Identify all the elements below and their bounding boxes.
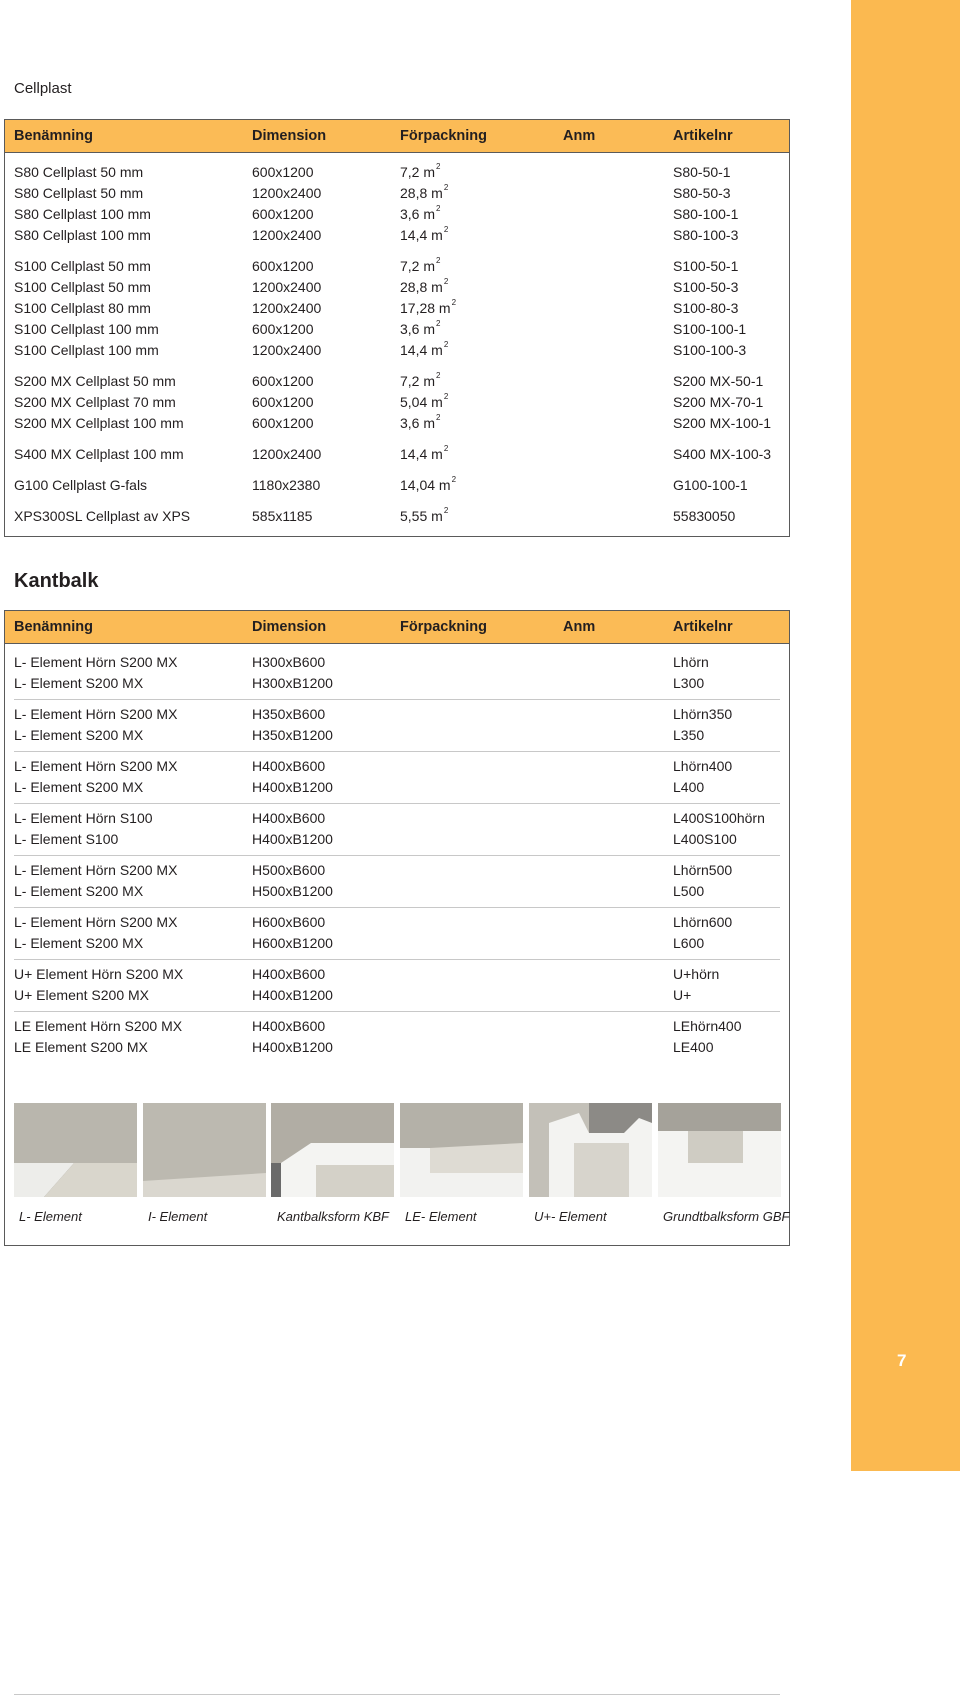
cell-benamning: S100 Cellplast 100 mm	[14, 321, 159, 337]
header-dimension: Dimension	[252, 619, 327, 635]
table-row	[5, 653, 789, 673]
header-forpackning: Förpackning	[400, 128, 488, 144]
cell-benamning: LE Element S200 MX	[14, 1039, 148, 1055]
caption-grundtbalksform-gbf: Grundtbalksform GBF	[663, 1209, 790, 1224]
cell-forpackning	[400, 342, 448, 358]
table-row	[5, 1017, 789, 1037]
group-divider	[14, 1011, 780, 1012]
unit-superscript: 2	[443, 277, 449, 286]
cell-benamning: S80 Cellplast 100 mm	[14, 227, 151, 243]
cell-dimension: 600x1200	[252, 415, 314, 431]
table-row	[5, 278, 789, 298]
cell-benamning: S400 MX Cellplast 100 mm	[14, 446, 184, 462]
unit-superscript: 2	[436, 413, 441, 422]
cellplast-title: Cellplast	[14, 80, 72, 97]
table-row	[5, 476, 789, 496]
cell-benamning: S100 Cellplast 80 mm	[14, 300, 151, 316]
cell-artikelnr: L350	[673, 727, 705, 743]
cell-dimension: 1200x2400	[252, 446, 322, 462]
unit-superscript: 2	[443, 506, 449, 515]
cell-artikelnr: S80-100-1	[673, 206, 739, 222]
caption-l-element: L- Element	[19, 1209, 82, 1224]
cell-dimension: 600x1200	[252, 164, 314, 180]
caption-kantbalksform-kbf: Kantbalksform KBF	[277, 1209, 389, 1224]
table-row	[5, 257, 789, 277]
cell-forpackning	[400, 415, 440, 431]
cell-forpackning	[400, 394, 448, 410]
cell-forpackning-value: 7,2 m	[400, 258, 436, 274]
cell-forpackning-value: 14,04 m	[400, 477, 451, 493]
table-row	[5, 882, 789, 902]
header-anm: Anm	[563, 128, 596, 144]
cell-dimension: H350xB1200	[252, 727, 333, 743]
caption-i-element: I- Element	[148, 1209, 208, 1224]
cell-forpackning-value: 7,2 m	[400, 373, 436, 389]
table-row	[5, 757, 789, 777]
cell-forpackning	[400, 446, 448, 462]
accent-side-bar	[851, 0, 960, 1471]
table-row	[5, 726, 789, 746]
group-divider	[14, 803, 780, 804]
table-row	[5, 778, 789, 798]
table-row	[5, 163, 789, 183]
cell-artikelnr: S100-100-3	[673, 342, 747, 358]
table-row	[5, 299, 789, 319]
cell-forpackning	[400, 164, 440, 180]
cell-forpackning-value: 3,6 m	[400, 321, 436, 337]
table-row	[5, 372, 789, 392]
cell-forpackning	[400, 373, 440, 389]
cell-forpackning-value: 28,8 m	[400, 279, 443, 295]
cell-dimension: H500xB1200	[252, 883, 333, 899]
cell-benamning: L- Element Hörn S200 MX	[14, 758, 178, 774]
cell-benamning: S80 Cellplast 50 mm	[14, 164, 144, 180]
cell-forpackning-value: 14,4 m	[400, 446, 443, 462]
cell-dimension: 600x1200	[252, 258, 314, 274]
cell-dimension: 1200x2400	[252, 279, 322, 295]
cell-artikelnr: U+	[673, 987, 692, 1003]
cell-dimension: H300xB600	[252, 654, 326, 670]
caption-u-plus-element: U+- Element	[534, 1209, 607, 1224]
cell-forpackning	[400, 227, 448, 243]
cell-artikelnr: S200 MX-50-1	[673, 373, 764, 389]
unit-superscript: 2	[451, 298, 457, 307]
group-divider	[14, 959, 780, 960]
cell-benamning: S100 Cellplast 50 mm	[14, 279, 151, 295]
cell-artikelnr: L400S100	[673, 831, 737, 847]
cell-dimension: 600x1200	[252, 206, 314, 222]
cell-benamning: LE Element Hörn S200 MX	[14, 1018, 183, 1034]
cell-forpackning-value: 14,4 m	[400, 227, 443, 243]
cell-dimension: H400xB1200	[252, 831, 333, 847]
cell-forpackning	[400, 258, 440, 274]
cell-forpackning	[400, 279, 448, 295]
unit-superscript: 2	[436, 256, 441, 265]
cell-forpackning	[400, 206, 440, 222]
cell-artikelnr: S80-50-1	[673, 164, 731, 180]
table-row	[5, 205, 789, 225]
cell-artikelnr: S80-50-3	[673, 185, 731, 201]
cell-dimension: H400xB600	[252, 810, 326, 826]
header-dimension: Dimension	[252, 128, 327, 144]
cell-artikelnr: L400	[673, 779, 705, 795]
cell-dimension: 585x1185	[252, 508, 313, 524]
cellplast-table	[4, 119, 790, 537]
cell-forpackning-value: 17,28 m	[400, 300, 451, 316]
header-benamning: Benämning	[14, 619, 93, 635]
group-divider	[14, 855, 780, 856]
unit-superscript: 2	[443, 225, 449, 234]
cell-artikelnr: LE400	[673, 1039, 714, 1055]
cell-benamning: L- Element Hörn S100	[14, 810, 153, 826]
cell-benamning: U+ Element S200 MX	[14, 987, 150, 1003]
cell-dimension: H400xB600	[252, 1018, 326, 1034]
group-divider	[14, 907, 780, 908]
cell-dimension: H400xB600	[252, 758, 326, 774]
cell-artikelnr: L500	[673, 883, 705, 899]
table-row	[5, 913, 789, 933]
cell-dimension: 600x1200	[252, 394, 314, 410]
cell-benamning: L- Element S200 MX	[14, 883, 144, 899]
table-row	[5, 320, 789, 340]
cell-benamning: L- Element S200 MX	[14, 779, 144, 795]
cell-dimension: H500xB600	[252, 862, 326, 878]
group-divider	[14, 751, 780, 752]
kantbalk-title: Kantbalk	[14, 570, 99, 592]
grundtbalksform-gbf-photo	[658, 1103, 781, 1197]
unit-superscript: 2	[436, 371, 441, 380]
header-forpackning: Förpackning	[400, 619, 488, 635]
cell-dimension: H400xB1200	[252, 779, 333, 795]
cell-dimension: H300xB1200	[252, 675, 333, 691]
cell-forpackning-value: 5,55 m	[400, 508, 443, 524]
unit-superscript: 2	[436, 204, 441, 213]
cell-benamning: L- Element S200 MX	[14, 935, 144, 951]
cell-dimension: H400xB1200	[252, 987, 333, 1003]
cell-forpackning-value: 7,2 m	[400, 164, 436, 180]
cell-benamning: L- Element S100	[14, 831, 119, 847]
cell-benamning: U+ Element Hörn S200 MX	[14, 966, 184, 982]
unit-superscript: 2	[443, 183, 449, 192]
caption-le-element: LE- Element	[405, 1209, 477, 1224]
table-row	[5, 934, 789, 954]
cell-forpackning-value: 3,6 m	[400, 415, 436, 431]
cell-artikelnr: G100-100-1	[673, 477, 748, 493]
cell-dimension: H600xB1200	[252, 935, 333, 951]
cell-benamning: L- Element Hörn S200 MX	[14, 706, 178, 722]
cell-artikelnr: S100-80-3	[673, 300, 739, 316]
header-benamning: Benämning	[14, 128, 93, 144]
cellplast-table-header	[5, 120, 789, 153]
unit-superscript: 2	[436, 162, 441, 171]
table-row	[5, 341, 789, 361]
cell-forpackning	[400, 508, 448, 524]
cell-artikelnr: S100-50-1	[673, 258, 739, 274]
cell-artikelnr: L600	[673, 935, 705, 951]
cell-forpackning-value: 3,6 m	[400, 206, 436, 222]
cell-dimension: 600x1200	[252, 373, 314, 389]
header-artikelnr: Artikelnr	[673, 619, 733, 635]
cell-benamning: S100 Cellplast 50 mm	[14, 258, 151, 274]
kantbalk-table-header	[5, 611, 789, 644]
cell-forpackning	[400, 321, 440, 337]
cell-dimension: 1200x2400	[252, 227, 322, 243]
table-row	[5, 393, 789, 413]
cell-benamning: XPS300SL Cellplast av XPS	[14, 508, 191, 524]
unit-superscript: 2	[443, 444, 449, 453]
unit-superscript: 2	[443, 392, 449, 401]
cell-artikelnr: LEhörn400	[673, 1018, 742, 1034]
cell-benamning: S100 Cellplast 100 mm	[14, 342, 159, 358]
group-divider	[14, 699, 780, 700]
page-number: 7	[897, 1351, 907, 1370]
cell-artikelnr: L400S100hörn	[673, 810, 765, 826]
cell-dimension: 1200x2400	[252, 185, 322, 201]
cell-dimension: 1180x2380	[252, 477, 321, 493]
cell-forpackning-value: 5,04 m	[400, 394, 443, 410]
cell-artikelnr: S100-100-1	[673, 321, 747, 337]
cell-forpackning	[400, 477, 456, 493]
l-element-photo	[14, 1103, 137, 1197]
cell-dimension: H600xB600	[252, 914, 326, 930]
i-element-photo	[143, 1103, 266, 1197]
table-row	[5, 226, 789, 246]
cell-dimension: H400xB1200	[252, 1039, 333, 1055]
cell-benamning: S80 Cellplast 100 mm	[14, 206, 151, 222]
cell-artikelnr: S200 MX-70-1	[673, 394, 764, 410]
cell-artikelnr: S400 MX-100-3	[673, 446, 772, 462]
table-row	[5, 674, 789, 694]
cell-benamning: G100 Cellplast G-fals	[14, 477, 148, 493]
cell-forpackning	[400, 185, 448, 201]
table-row	[5, 705, 789, 725]
table-row	[5, 445, 789, 465]
u-plus-element-photo	[529, 1103, 652, 1197]
cell-artikelnr: L300	[673, 675, 705, 691]
unit-superscript: 2	[436, 319, 441, 328]
table-row	[5, 830, 789, 850]
table-row	[5, 809, 789, 829]
unit-superscript: 2	[443, 340, 449, 349]
cell-artikelnr: 55830050	[673, 508, 736, 524]
cell-dimension: H400xB600	[252, 966, 326, 982]
cell-dimension: 600x1200	[252, 321, 314, 337]
le-element-photo	[400, 1103, 523, 1197]
cell-artikelnr: Lhörn400	[673, 758, 733, 774]
cell-dimension: 1200x2400	[252, 342, 322, 358]
header-anm: Anm	[563, 619, 596, 635]
cell-benamning: L- Element Hörn S200 MX	[14, 914, 178, 930]
table-row	[5, 861, 789, 881]
cell-benamning: L- Element S200 MX	[14, 675, 144, 691]
cell-artikelnr: Lhörn	[673, 654, 709, 670]
cell-benamning: L- Element S200 MX	[14, 727, 144, 743]
cell-artikelnr: U+hörn	[673, 966, 720, 982]
table-row	[5, 1038, 789, 1058]
cell-dimension: H350xB600	[252, 706, 326, 722]
cell-artikelnr: S80-100-3	[673, 227, 739, 243]
cell-artikelnr: Lhörn500	[673, 862, 733, 878]
table-row	[5, 507, 789, 527]
cell-forpackning-value: 14,4 m	[400, 342, 443, 358]
cell-benamning: S200 MX Cellplast 70 mm	[14, 394, 176, 410]
cell-benamning: L- Element Hörn S200 MX	[14, 654, 178, 670]
cell-artikelnr: Lhörn350	[673, 706, 733, 722]
cell-dimension: 1200x2400	[252, 300, 322, 316]
cell-benamning: S200 MX Cellplast 50 mm	[14, 373, 176, 389]
cell-artikelnr: S100-50-3	[673, 279, 739, 295]
kantbalksform-kbf-photo	[271, 1103, 394, 1197]
cell-artikelnr: Lhörn600	[673, 914, 733, 930]
table-row	[5, 184, 789, 204]
cell-forpackning-value: 28,8 m	[400, 185, 443, 201]
cell-artikelnr: S200 MX-100-1	[673, 415, 772, 431]
unit-superscript: 2	[451, 475, 457, 484]
table-row	[5, 986, 789, 1006]
header-artikelnr: Artikelnr	[673, 128, 733, 144]
cell-benamning: L- Element Hörn S200 MX	[14, 862, 178, 878]
cell-benamning: S200 MX Cellplast 100 mm	[14, 415, 184, 431]
table-row	[5, 965, 789, 985]
cell-forpackning	[400, 300, 456, 316]
table-row	[5, 414, 789, 434]
cell-benamning: S80 Cellplast 50 mm	[14, 185, 144, 201]
